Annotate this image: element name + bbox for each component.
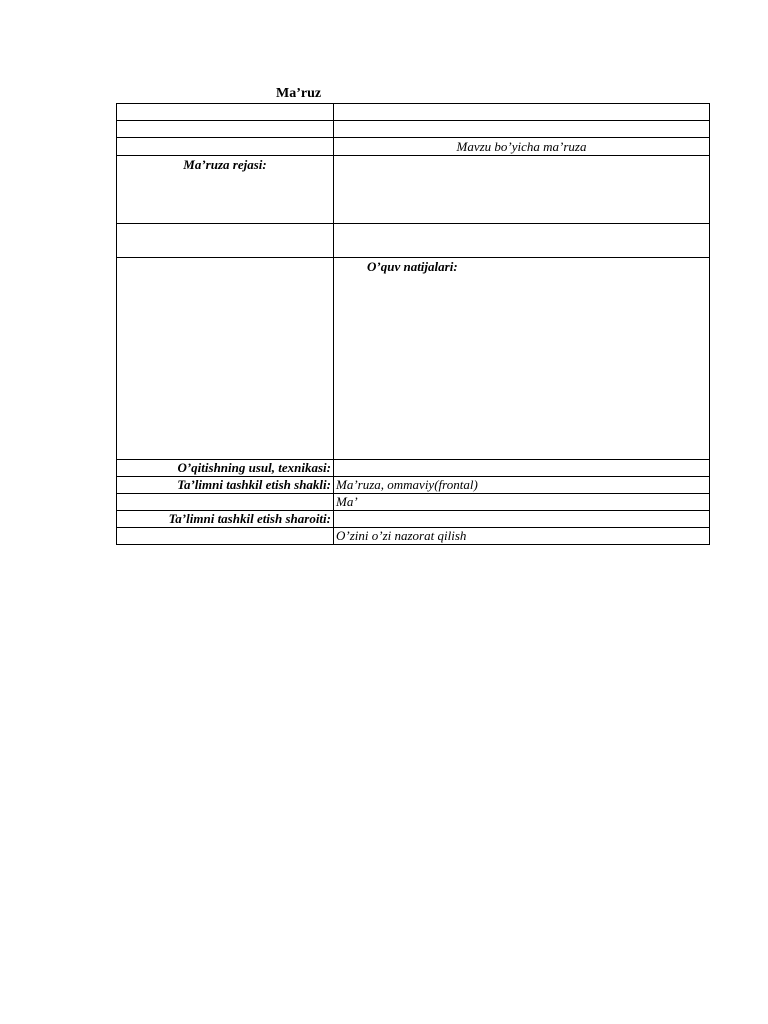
teaching-method-label: O’qitishning usul, texnikasi: — [117, 460, 334, 477]
organization-form-value: Ma’ruza, ommaviy(frontal) — [334, 477, 710, 494]
table-row — [117, 121, 710, 138]
table-row — [117, 494, 710, 511]
table-row — [117, 511, 710, 528]
table-cell-left — [117, 138, 334, 156]
table-row — [117, 460, 710, 477]
table-cell-left — [117, 528, 334, 545]
table-row — [117, 104, 710, 121]
table-row — [117, 156, 710, 224]
table-row — [117, 477, 710, 494]
table-cell-right — [334, 104, 710, 121]
table-cell-right: Ma’ — [334, 494, 710, 511]
learning-outcomes-label: O’quv natijalari: — [334, 258, 710, 460]
table-cell-left — [117, 121, 334, 138]
table-cell-left — [117, 104, 334, 121]
table-cell-right — [334, 460, 710, 477]
table-row — [117, 138, 710, 156]
table-cell-right — [334, 121, 710, 138]
lecture-plan-label: Ma’ruza rejasi: — [117, 156, 334, 224]
table-row — [117, 258, 710, 460]
organization-conditions-label: Ta’limni tashkil etish sharoiti: — [117, 511, 334, 528]
table-row — [117, 528, 710, 545]
self-control-value: O’zini o’zi nazorat qilish — [334, 528, 710, 545]
table-cell-right — [334, 224, 710, 258]
organization-form-label: Ta’limni tashkil etish shakli: — [117, 477, 334, 494]
table-cell-right — [334, 511, 710, 528]
table-cell-left — [117, 494, 334, 511]
lecture-plan-table — [116, 103, 710, 545]
table-cell-left — [117, 224, 334, 258]
table-cell-right — [334, 156, 710, 224]
topic-label: Mavzu bo’yicha ma’ruza — [334, 138, 710, 156]
table-row — [117, 224, 710, 258]
page-title: Ma’ruz — [276, 86, 322, 101]
table-cell-left — [117, 258, 334, 460]
